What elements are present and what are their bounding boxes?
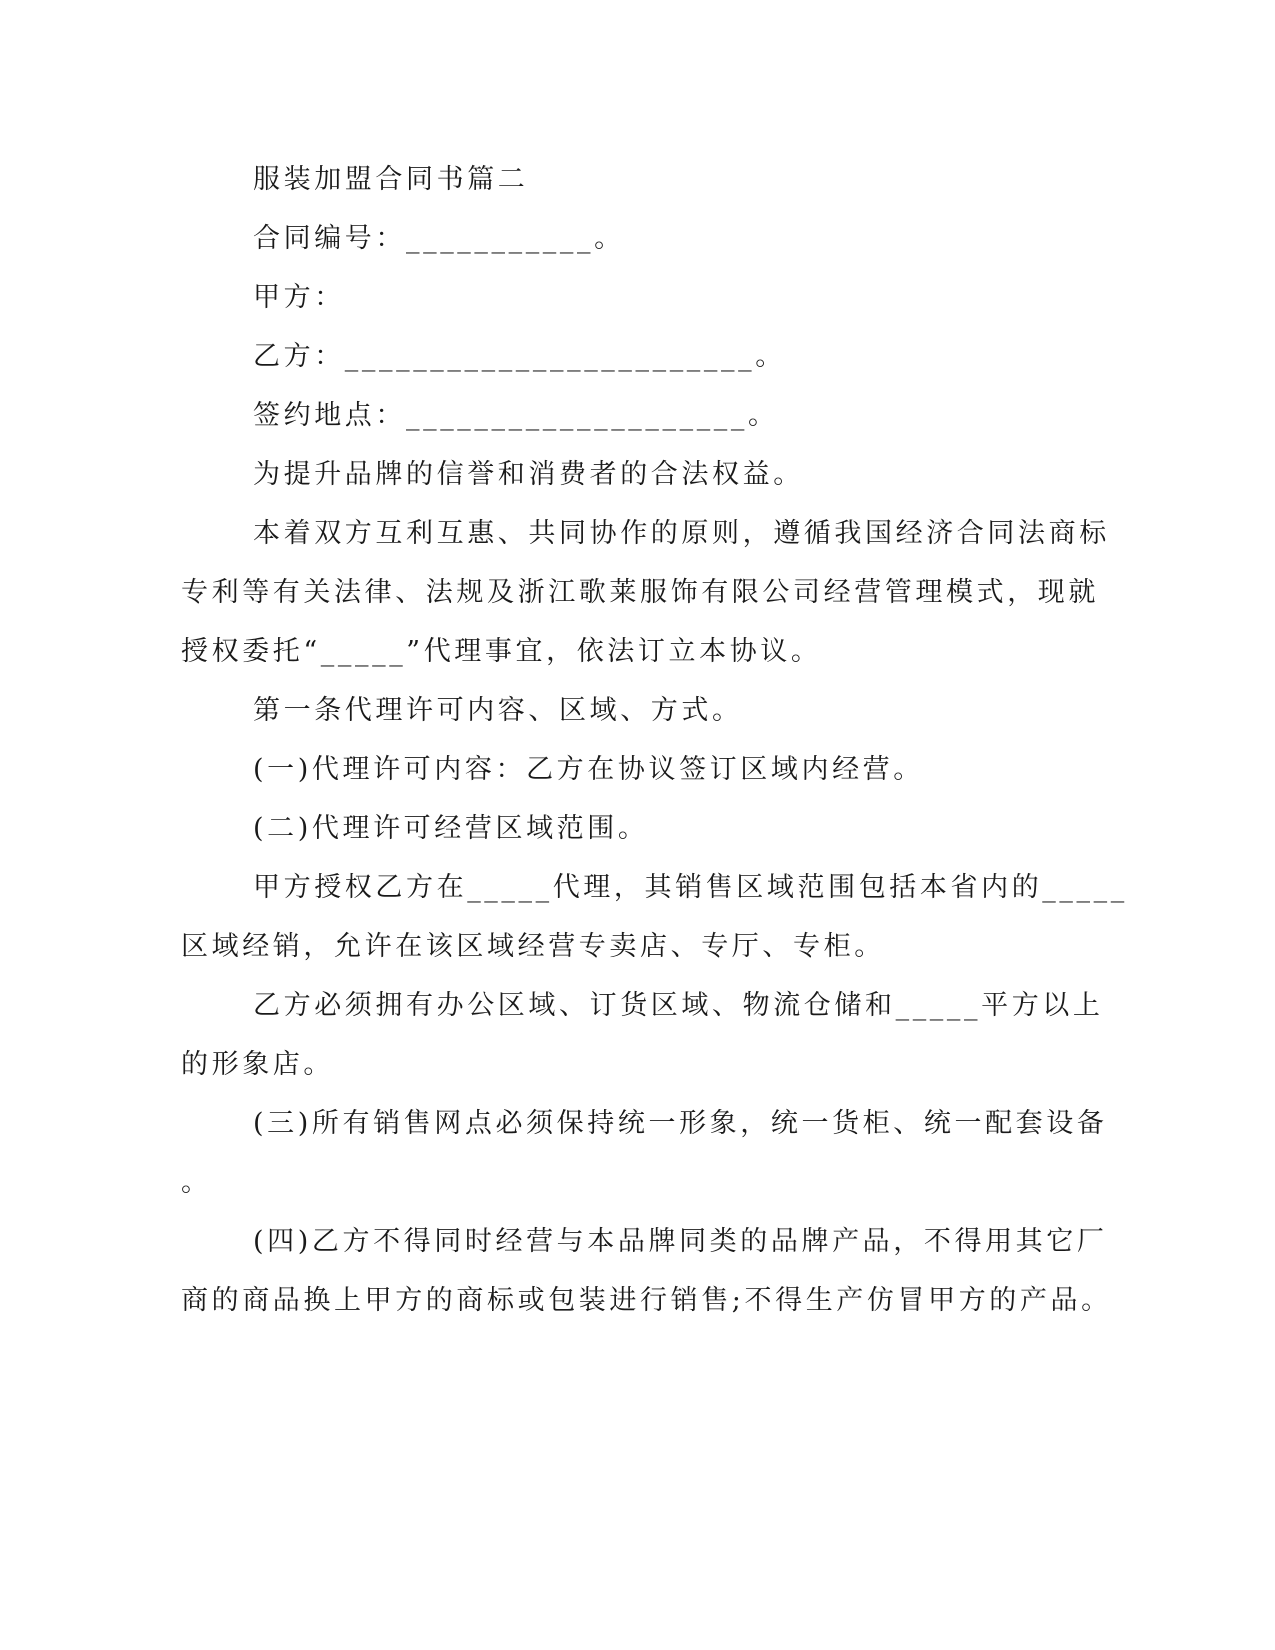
party-b-line: 乙方：________________________。 [253,341,786,372]
paragraph-line: 甲方授权乙方在_____代理，其销售区域范围包括本省内的_____ [253,872,1128,903]
paragraph-line: 乙方必须拥有办公区域、订货区域、物流仓储和_____平方以上 [253,990,1104,1021]
paragraph-line: 授权委托“_____”代理事宜，依法订立本协议。 [181,636,822,667]
paragraph: 为提升品牌的信誉和消费者的合法权益。 [253,459,804,490]
article-heading: 第一条代理许可内容、区域、方式。 [253,695,743,726]
clause-item-continuation: 商的商品换上甲方的商标或包装进行销售;不得生产仿冒甲方的产品。 [181,1285,1112,1316]
sign-place-line: 签约地点：____________________。 [253,400,779,431]
paragraph-line: 专利等有关法律、法规及浙江歌莱服饰有限公司经营管理模式，现就 [181,577,1099,608]
paragraph-line: 的形象店。 [181,1049,334,1080]
clause-item: (三)所有销售网点必须保持统一形象，统一货柜、统一配套设备 [253,1108,1108,1139]
paragraph-line: 区域经销，允许在该区域经营专卖店、专厅、专柜。 [181,931,885,962]
contract-number-line: 合同编号：___________。 [253,223,625,254]
document-title: 服装加盟合同书篇二 [253,164,529,195]
paragraph-line: 本着双方互利互惠、共同协作的原则，遵循我国经济合同法商标 [253,518,1110,549]
clause-item: (二)代理许可经营区域范围。 [253,813,649,844]
clause-item: (一)代理许可内容：乙方在协议签订区域内经营。 [253,754,924,785]
party-a-line: 甲方： [253,282,345,313]
clause-item-continuation: 。 [181,1167,212,1198]
clause-item: (四)乙方不得同时经营与本品牌同类的品牌产品，不得用其它厂 [253,1226,1108,1257]
